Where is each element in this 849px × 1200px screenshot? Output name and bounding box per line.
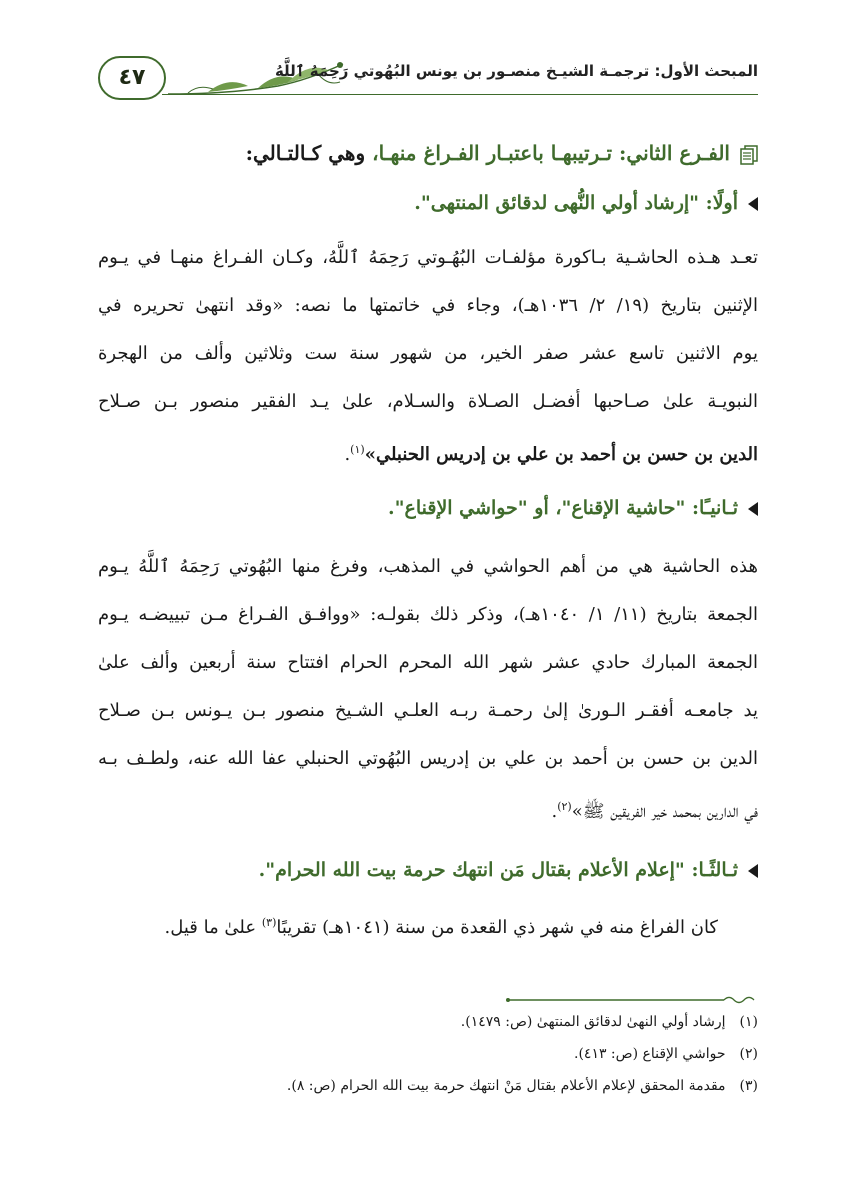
paragraph-line: تعـد هـذه الحاشـية بـاكورة مؤلفـات البُهُـوتي رَحِمَهُ ٱللَّهُ، وكـان الفـراغ منهـا في يـوم <box>98 247 758 268</box>
item3-text-before: كان الفراغ منه في شهر ذي القعدة من سنة (١٠٤١هـ) تقريبًا <box>276 917 718 938</box>
item1-heading-row <box>98 188 758 218</box>
footnote-ref[interactable]: (٣) <box>261 916 277 929</box>
branch-heading <box>98 138 758 168</box>
item3-heading-row <box>98 855 758 885</box>
item2-last-line: في الدارين بمحمد خير الفريقين ﷺ» <box>571 801 758 822</box>
paragraph-line: الجمعة المبارك حادي عشر شهر الله المحرم الحرام افتتاح سنة أربعين وألف علىٰ <box>98 652 758 673</box>
document-icon <box>740 145 758 165</box>
footnote <box>98 1010 758 1034</box>
header-rule <box>162 94 758 95</box>
paragraph-line: في الدارين بمحمد خير الفريقين ﷺ»$^{(٢)}$. <box>551 800 758 822</box>
footnote <box>98 1074 758 1098</box>
paragraph-line: الجمعة بتاريخ (١١/ ١/ ١٠٤٠هـ)، وذكر ذلك بقولـه: «ووافـق الفـراغ مـن تبييضـه يـوم <box>98 604 758 625</box>
item1-last-line: الدين بن حسن بن أحمد بن علي بن إدريس الحنبلي» <box>364 444 758 465</box>
footnote-number: (٣) <box>739 1078 758 1094</box>
triangle-marker-icon <box>748 502 758 516</box>
paragraph-line: الدين بن حسن بن أحمد بن علي بن إدريس البُهُوتي الحنبلي عفا الله عنه، ولطـف بـه <box>98 748 758 769</box>
footnote-text: حواشي الإقناع (ص: ٤١٣). <box>574 1046 726 1062</box>
footnote <box>98 1042 758 1066</box>
paragraph-line: يد جامعـه أفقـر الـورىٰ إلىٰ رحمـة ربـه العلـي الشـيخ منصور بـن يـونس بـن صـلاح <box>98 700 758 721</box>
header-title: المبحث الأول: ترجمـة الشيـخ منصـور بن يونس البُهُوتي رَحِمَهُ ٱللَّهُ <box>274 62 758 80</box>
branch-heading-black: وهي كـالتـالي: <box>245 141 373 165</box>
footnote-text: مقدمة المحقق لإعلام الأعلام بقتال مَنْ انتهك حرمة بيت الله الحرام (ص: ٨). <box>286 1078 726 1094</box>
branch-heading-green: الفـرع الثاني: تـرتيبهـا باعتبـار الفـراغ منهـا، <box>372 141 730 165</box>
footnote-separator <box>504 994 758 1006</box>
paragraph-line: الإثنين بتاريخ (١٩/ ٢/ ١٠٣٦هـ)، وجاء في خاتمتها ما نصه: «وقد انتهىٰ تحريره في <box>98 295 758 316</box>
footnote-ref[interactable]: (١) <box>350 443 365 456</box>
triangle-marker-icon <box>748 864 758 878</box>
triangle-marker-icon <box>748 197 758 211</box>
footnote-text: إرشاد أولي النهىٰ لدقائق المنتهىٰ (ص: ١٤٧٩). <box>460 1014 726 1030</box>
paragraph-line: النبويـة علىٰ صـاحبها أفضـل الصـلاة والسـلام، علىٰ يـد الفقير منصور بـن صـلاح <box>98 391 758 412</box>
item1-heading: أولًا: "إرشاد أولي النُّهى لدقائق المنتهى". <box>414 192 738 214</box>
item3-heading: ثـالثًـا: "إعلام الأعلام بقتال مَن انتهك حرمة بيت الله الحرام". <box>258 859 738 881</box>
item2-heading: ثـانيـًا: "حاشية الإقناع"، أو "حواشي الإقناع". <box>388 497 738 519</box>
footnote-number: (٢) <box>739 1046 758 1062</box>
footnote-number: (١) <box>739 1014 758 1030</box>
paragraph-line: هذه الحاشية هي من أهم الحواشي في المذهب، وفرغ منها البُهُوتي رَحِمَهُ ٱللَّهُ يـوم <box>98 556 758 577</box>
item3-text-after: علىٰ ما قيل. <box>164 917 262 938</box>
item2-heading-row <box>98 493 758 523</box>
page-number: ٤٧ <box>98 56 166 100</box>
footnote-ref[interactable]: (٢) <box>557 800 572 813</box>
paragraph-line <box>98 908 758 943</box>
paragraph-line: الدين بن حسن بن أحمد بن علي بن إدريس الحنبلي»$^{(١)}$. <box>344 443 758 465</box>
paragraph-line: يوم الاثنين تاسع عشر صفر الخير، من شهور سنة ست وثلاثين وألف من الهجرة <box>98 343 758 364</box>
page-header <box>98 50 758 104</box>
